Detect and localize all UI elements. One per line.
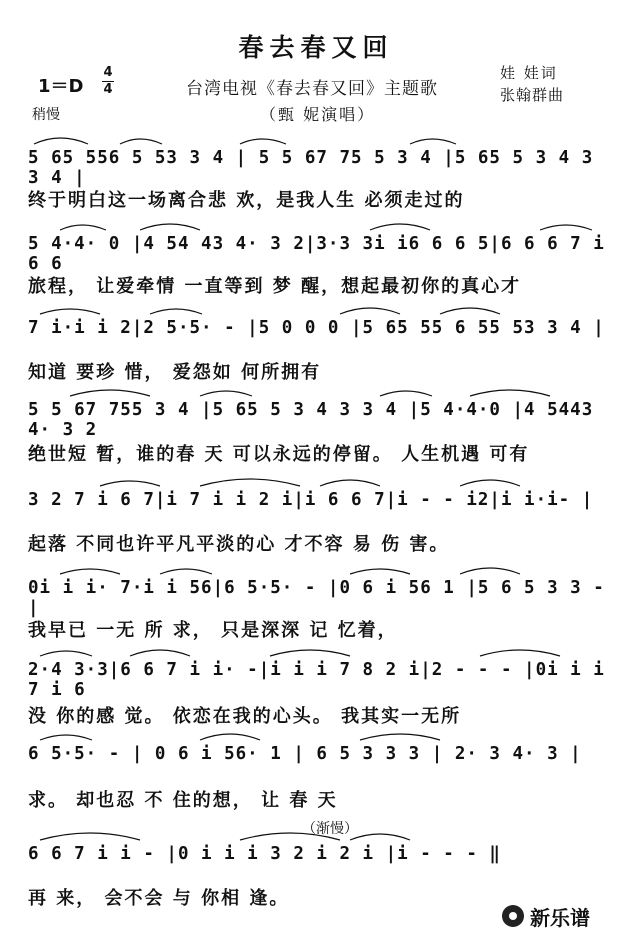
composer-credit: 张翰群曲 — [500, 86, 565, 104]
slur-arc — [540, 225, 592, 230]
key-signature: 1＝D — [38, 76, 84, 97]
slur-arc — [34, 138, 88, 144]
lyrics-line-9: 再 来， 会不会 与 你相 逢。 — [28, 888, 290, 909]
slur-arc — [150, 309, 202, 314]
slur-arc — [470, 390, 550, 396]
singer-credit: （甄 妮演唱） — [260, 105, 376, 124]
lyrics-line-3: 知道 要珍 惜， 爱怨如 何所拥有 — [28, 362, 322, 383]
slur-arc — [120, 139, 162, 144]
slur-arc — [40, 833, 140, 840]
music-disc-icon — [502, 905, 524, 927]
notation-line-2: 5 4·4· 0 |4 54 43 4· 3 2|3·3 3i i6 6 6 5|6 6 6 7 i 6 6 — [28, 234, 605, 274]
notation-line-3: 7 i·i i 2|2 5·5· - |5 0 0 0 |5 65 55 6 55 53 3 4 | — [28, 318, 605, 338]
meter-top: 4 — [103, 65, 113, 80]
slur-arc — [70, 390, 150, 396]
lyrics-line-2: 旅程， 让爱牵情 一直等到 梦 醒，想起最初你的真心才 — [28, 276, 522, 297]
slur-arc — [200, 734, 260, 740]
meter-bottom: 4 — [103, 82, 113, 97]
ritardando-marking: （渐慢） — [302, 821, 358, 837]
lyrics-line-1: 终于明白这一场离合悲 欢，是我人生 必须走过的 — [28, 190, 465, 211]
lyrics-line-4: 绝世短 暂，谁的春 天 可以永远的停留。 人生机遇 可有 — [28, 444, 530, 465]
slur-arc — [200, 391, 252, 396]
slur-arc — [240, 139, 286, 144]
slur-arc — [200, 479, 300, 486]
slur-arc — [270, 650, 350, 656]
notation-line-5: 3 2 7 i 6 7|i 7 i i 2 i|i 6 6 7|i - - i2|i i·i- | — [28, 490, 594, 510]
slur-arc — [370, 224, 430, 230]
slur-arc — [100, 481, 160, 486]
slur-arc — [140, 224, 200, 230]
slur-arc — [480, 650, 560, 656]
notation-line-6: 0i i i· 7·i i 56|6 5·5· - |0 6 i 56 1 |5 6 5 3 3 - | — [28, 578, 605, 618]
notation-line-1: 5 65 556 5 53 3 4 | 5 5 67 75 5 3 4 |5 65 5 3 4 3 3 4 | — [28, 148, 594, 188]
slur-arc — [340, 308, 400, 314]
lyrics-line-6: 我早已 一无 所 求， 只是深深 记 忆着， — [28, 620, 398, 641]
slur-arc — [380, 391, 432, 396]
slur-arc — [460, 480, 520, 486]
notation-line-7: 2·4 3·3|6 6 7 i i· -|i i i 7 8 2 i|2 - - - |0i i i 7 i 6 — [28, 660, 605, 700]
song-title: 春去春又回 — [238, 33, 394, 62]
lyrics-line-8: 求。 却也忍 不 住的想， 让 春 天 — [28, 790, 338, 811]
slur-arc — [350, 834, 410, 840]
notation-line-4: 5 5 67 755 3 4 |5 65 5 3 4 3 3 4 |5 4·4·0 |4 5443 4· 3 2 — [28, 400, 594, 440]
slur-arc — [60, 225, 106, 230]
lyricist-credit: 娃 娃词 — [500, 64, 558, 82]
tempo-marking: 稍慢 — [32, 107, 60, 123]
slur-arc — [160, 569, 212, 574]
slur-arc — [40, 309, 100, 314]
slur-arc — [440, 308, 500, 314]
slur-arc — [460, 568, 520, 574]
slur-arc — [40, 651, 92, 656]
slur-arc — [60, 569, 120, 574]
slur-arc — [320, 480, 380, 486]
watermark-text: 新乐谱 — [530, 905, 590, 930]
lyrics-line-7: 没 你的感 觉。 依恋在我的心头。 我其实一无所 — [28, 706, 462, 727]
notation-line-9: 6 6 7 i i - |0 i i i 3 2 i 2 i |i - - - ‖ — [28, 844, 501, 864]
notation-line-8: 6 5·5· - | 0 6 i 56· 1 | 6 5 3 3 3 | 2· 3 4· 3 | — [28, 744, 582, 764]
slur-arc — [40, 735, 92, 740]
lyrics-line-5: 起落 不同也许平凡平淡的心 才不容 易 伤 害。 — [28, 534, 450, 555]
watermark — [502, 902, 590, 930]
subtitle: 台湾电视《春去春又回》主题歌 — [186, 79, 438, 99]
time-signature — [102, 66, 114, 97]
slur-arc — [410, 139, 456, 144]
slur-arc — [130, 650, 190, 656]
slur-arc — [360, 734, 440, 740]
slur-arc — [350, 569, 410, 574]
